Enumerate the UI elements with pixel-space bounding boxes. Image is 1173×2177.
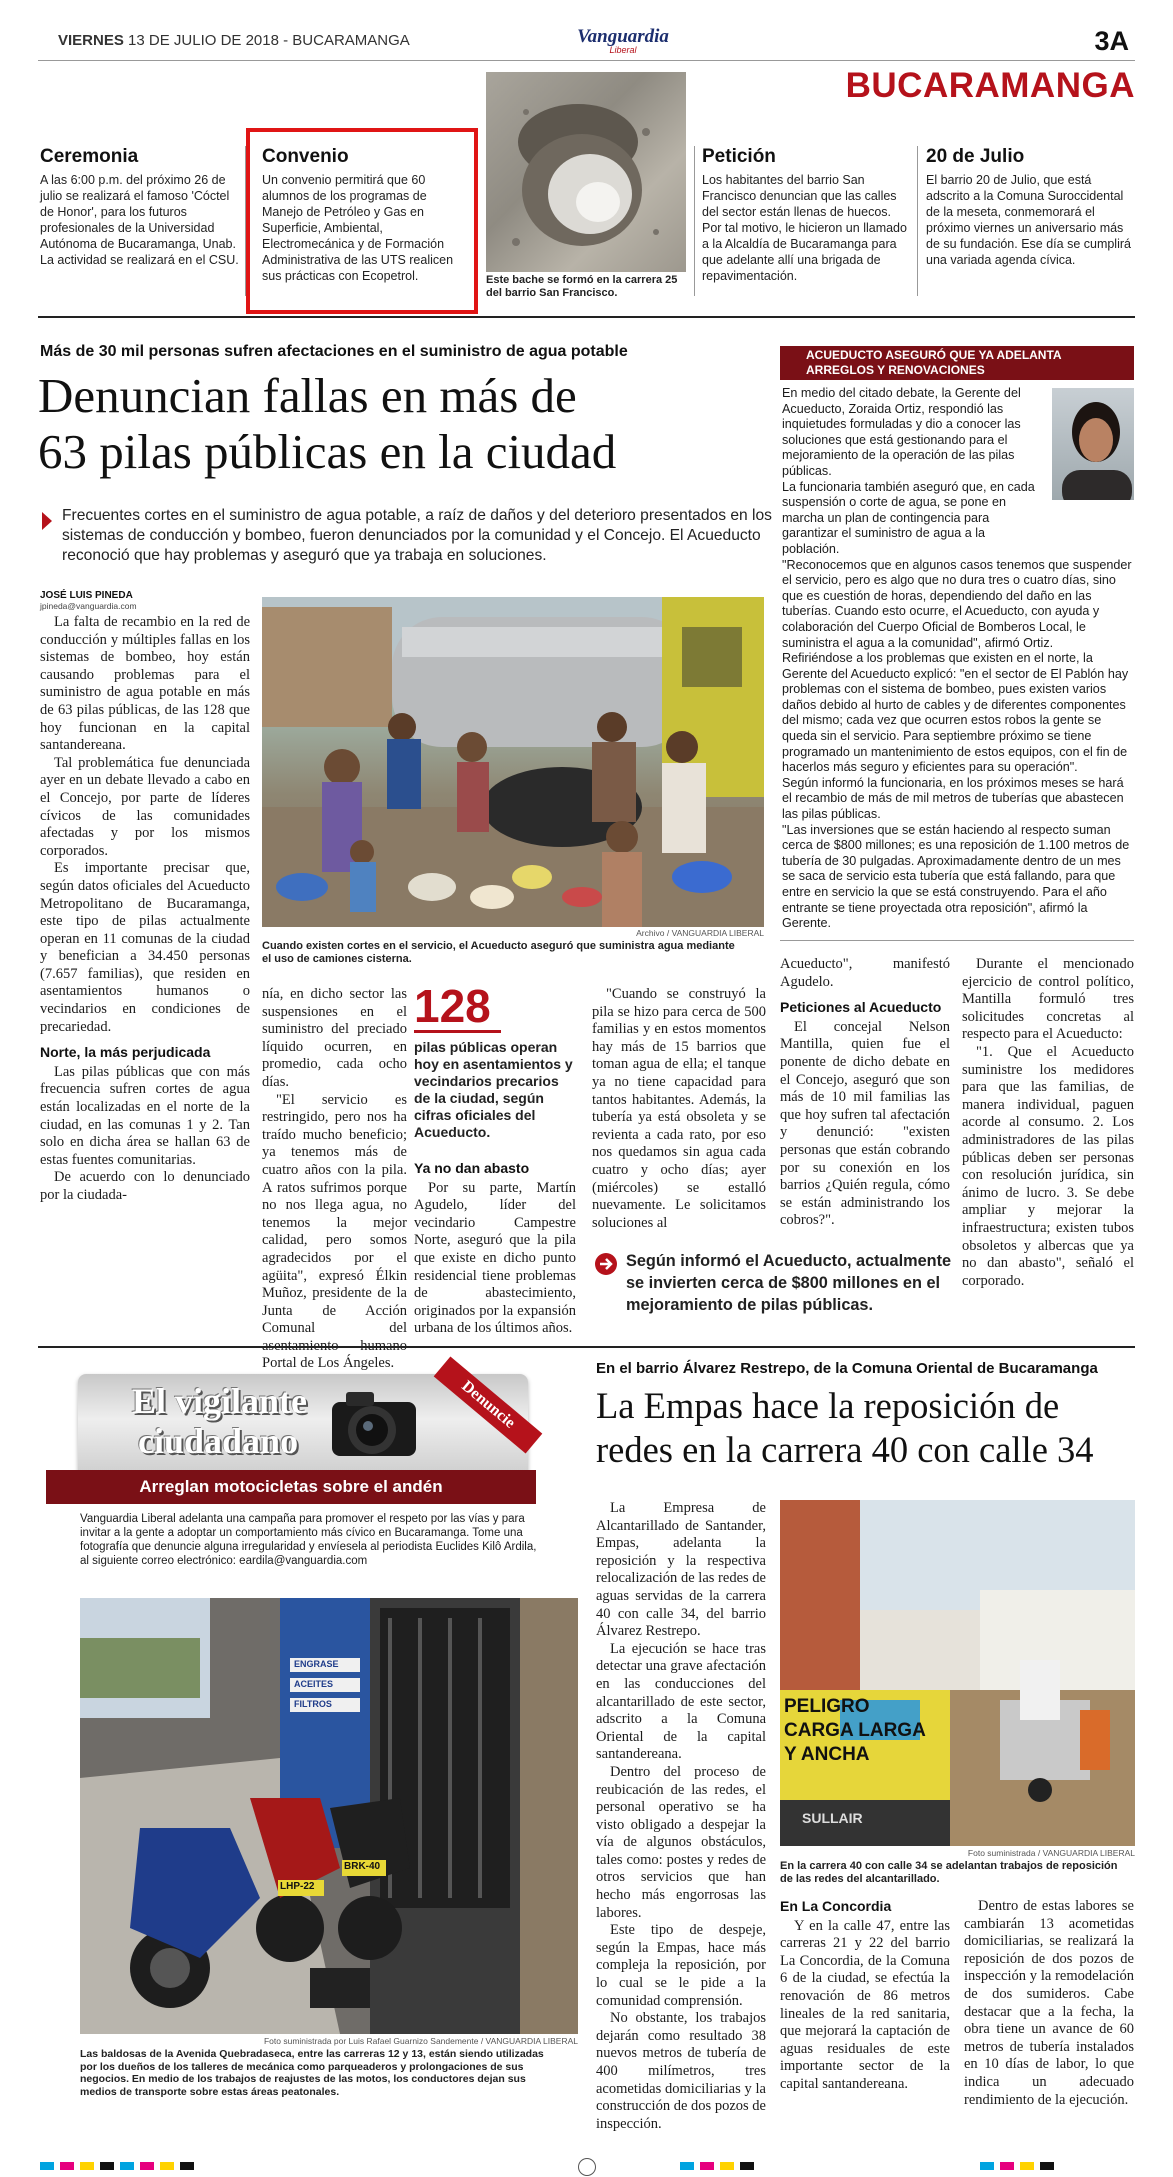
paragraph: Por su parte, Martín Agudelo, líder del vecindario Campestre Norte, aseguró que la pila que existe en dicho punto residencial tiene problemas de abastecimiento, originados por la expansión urbana de los últimos años. <box>414 1179 576 1337</box>
main-headline <box>38 368 778 480</box>
main-headline-line-1: Denuncian fallas en más de <box>38 368 577 423</box>
brief-text: Los habitantes del barrio San Francisco denuncian que las calles del sector están llenas de huecos. Por tal motivo, le hicieron un llamado a la Alcaldía de Bucaramanga para que adelante allí una brigada de repavimentación. <box>702 173 907 283</box>
main-kicker: Más de 30 mil personas sufren afectaciones en el suministro de agua potable <box>40 343 628 360</box>
sidebar-title-bar <box>780 346 1134 380</box>
plate-label-1: LHP-22 <box>280 1881 315 1892</box>
sidebar-paragraph: Según informó la funcionaria, en los próximos meses se hará el recambio de más de mil metros de tuberías que abastecen las pilas públicas. <box>782 775 1124 822</box>
empas-works-photo <box>780 1500 1135 1846</box>
main-column-3 <box>414 1160 576 1338</box>
subhead-concordia: En La Concordia <box>780 1898 892 1914</box>
empas-works-illustration <box>780 1500 1135 1846</box>
vigilante-subtitle-bar <box>46 1470 536 1504</box>
main-lead: Frecuentes cortes en el suministro de agua potable, a raíz de daños y del deterioro presentados en los sistemas de conducción y bombeo, fueron denunciados por la comunidad y el Concejo. El Acueducto reconoció que hay problemas y aseguró que ya trabaja en soluciones. <box>62 507 772 564</box>
brief-text: Un convenio permitirá que 60 alumnos de los programas de Manejo de Petróleo y Gas en Superficie, Ambiental, Electromecánica y de Formación Administrativa de las UTS realicen sus prácticas con Ecopetrol. <box>262 173 454 283</box>
vigilante-title-line-1: El vigilante <box>132 1381 308 1421</box>
subhead-peticiones: Peticiones al Acueducto <box>780 999 942 1016</box>
paragraph: La Empresa de Alcantarillado de Santander, Empas, adelanta la reposición y la respectiva relocalización de las redes de aguas servidas de la carrera 40 con calle 34, del barrio Álvarez Restrepo. <box>596 1500 766 1640</box>
main-column-6 <box>962 956 1134 1290</box>
main-column-1 <box>40 614 250 1205</box>
camera-icon <box>326 1384 426 1464</box>
brief-title: Petición <box>702 146 776 167</box>
mid-page-rule <box>38 1346 1135 1348</box>
empas-column-2 <box>780 1898 950 2094</box>
paragraph: "1. Que el Acueducto suministre los medidores para que las familias, de manera individual, paguen acorde al consumo. 2. Los administradores de las pilas públicas deben ser personas con resolución jurídica, sin ánimo de lucro. 3. Se debe ampliar y mejorar la infraestructura; existen tubos obsoletos y albercas que ya no dan abasto", señaló el corporado. <box>962 1043 1134 1289</box>
paragraph: La falta de recambio en la red de conducción y múltiples fallas en los sistemas de bombeo, hoy están causando problemas para el suministro de agua potable en más de 63 pilas públicas, de las 128 que hoy funcionan en la capital santandereana. <box>40 614 250 754</box>
empas-headline <box>596 1384 1136 1472</box>
pothole-caption: Este bache se formó en la carrera 25 del barrio San Francisco. <box>486 274 678 299</box>
denuncie-label: Denuncie <box>458 1377 519 1432</box>
vigilante-caption: Las baldosas de la Avenida Quebradaseca, entre las carreras 12 y 13, están siendo utilizadas por los dueños de los talleres de mecánica como parqueaderos y prolongaciones de sus negocios. En medio de los trabajos de reajustes de las motos, los conductores dejan sus medios de transporte sobre estas áreas peatonales. <box>80 2048 544 2098</box>
paragraph: nía, en dicho sector las suspensiones en el suministro del preciado líquido ocurren, en promedio, cada ocho días. <box>262 986 407 1090</box>
header-date <box>58 32 410 49</box>
byline-name: JOSÉ LUIS PINEDA <box>40 590 133 601</box>
byline-email: jpineda@vanguardia.com <box>40 601 137 611</box>
brief-text: A las 6:00 p.m. del próximo 26 de julio se realizará el famoso 'Cóctel de Honor', para los futuros profesionales de la Universidad Autónoma de Bucaramanga, Unab. La actividad se realizará en el CSU. <box>40 173 239 267</box>
print-registration-bar-right <box>680 2162 1135 2172</box>
paragraph: Y en la calle 47, entre las carreras 21 y 22 del barrio La Concordia, de la Comuna 6 de la ciudad, se efectúa la renovación de 86 metros lineales de la red sanitaria, que mejorará la captación de aguas residuales de este importante sector de la capital santandereana. <box>780 1917 950 2092</box>
pothole-illustration <box>486 72 686 272</box>
vigilante-title-line-2: ciudadano <box>138 1421 299 1461</box>
brief-title: Ceremonia <box>40 146 139 167</box>
empas-headline-line-1: La Empas hace la reposición de <box>596 1385 1060 1426</box>
shop-sign-1: ENGRASE <box>294 1659 339 1669</box>
water-photo-caption: Cuando existen cortes en el servicio, el Acueducto aseguró que suministra agua mediante el uso de camiones cisterna. <box>262 940 735 965</box>
paragraph: La ejecución se hace tras detectar una grave afectación en las conducciones del alcantarillado de este sector, adscrito a la Comuna Oriental de la capital santandereana. <box>596 1640 766 1763</box>
paragraph: Dentro de estas labores se cambiarán 13 acometidas domiciliarias, se realizará la reposición de dos pozos de inspección y la remodelación de dos sumideros. Cabe destacar que a la fecha, la obra tiene un avance de 60 metros de tubería instalados en 10 días de labor, lo que indica un adecuado rendimiento de la ejecución. <box>964 1898 1134 2108</box>
sidebar-paragraph: "Las inversiones que se están haciendo al respecto suman cerca de $800 millones; es una reposición de 1.100 metros de tubería de 30 pulgadas. Aproximadamente dentro de un mes se saca de servicio esta tubería que está fallando, para que entre en servicio la que se está construyendo. Para el año entrante se tiene proyectada otra reposición", afirmó la Gerente. <box>782 822 1130 931</box>
page-header <box>38 28 1135 60</box>
paragraph: "El servicio es restringido, pero nos ha traído mucho beneficio; ya tenemos más de cuatro años con la pila. A ratos sufrimos porque no nos llega agua, no tenemos la mejor calidad, pero somos agradecidos por el agüita", expresó Élkin Muñoz, presidente de la Junta de Acción Comunal del Portal de Los Ángeles. <box>262 1091 407 1372</box>
paragraph: El concejal Nelson Mantilla, quien fue el ponente de dicho debate en el Concejo, aseguró que son más de 10 mil familias las que hoy sufren tal afectación y denunció: "existen personas que están cobrando por su conexión en los barrios ¿Quién regula, cómo se están administrando los cobros?". <box>780 1018 950 1229</box>
paragraph: Dentro del proceso de reubicación de las redes, el personal operativo se ha visto obligado a despejar la vía de algunos obstáculos, tales como: postes y redes de otros servicios que han hecho más engorrosas las labores. <box>596 1763 766 1921</box>
sidebar-title-line-1: ACUEDUCTO ASEGURÓ QUE YA ADELANTA <box>806 348 1062 362</box>
arrow-right-icon <box>594 1252 618 1276</box>
section-title: BUCARAMANGA <box>845 66 1135 105</box>
logo-sub: Liberal <box>609 45 637 55</box>
brief-title: Convenio <box>262 146 349 167</box>
main-column-2 <box>262 986 407 1373</box>
truck-sign-ancha: Y ANCHA <box>784 1744 870 1765</box>
header-rule <box>38 60 1135 61</box>
water-truck-illustration <box>262 597 764 927</box>
paragraph: Este tipo de despeje, según la Empas, hace más compleja la reposición, por lo cual se le pide a la comunidad comprensión. <box>596 1922 766 2009</box>
logo-main: Vanguardia <box>577 26 669 47</box>
pothole-photo <box>486 72 686 272</box>
water-truck-photo <box>262 597 764 927</box>
paragraph: De acuerdo con lo denunciado por la ciudada- <box>40 1169 250 1203</box>
truck-sign-carga: CARGA LARGA <box>784 1720 926 1741</box>
truck-sign-peligro: PELIGRO <box>784 1696 870 1717</box>
empas-photo-credit: Foto suministrada / VANGUARDIA LIBERAL <box>967 1848 1135 1858</box>
page-number: 3A <box>1094 26 1129 56</box>
subhead-norte: Norte, la más perjudicada <box>40 1044 211 1061</box>
sidebar-body <box>782 386 1134 932</box>
paragraph: Durante el mencionado ejercicio de control político, Mantilla formuló tres solicitudes concretas al respecto para el Acueducto: <box>962 956 1134 1043</box>
masthead-logo <box>553 28 693 55</box>
brief-divider <box>694 146 695 296</box>
paragraph: No obstante, los trabajos dejarán como resultado 38 nuevos metros de tubería de 400 milímetros, tres acometidas domiciliarias y la construcción de dos pozos de inspección. <box>596 2010 766 2132</box>
truck-sign-sullair: SULLAIR <box>802 1810 863 1826</box>
sidebar-paragraph: "Reconocemos que en algunos casos tenemos que suspender el servicio, pero es algo que no dura tres o cuatro días, sino que es cuestión de horas, dependiendo del daño en las tuberías. Cuando esto ocurre, el Acueducto, con ayuda y colaboración del Cuerpo Oficial de Bomberos Local, le suministra el agua a la comunidad", afirmó Ortiz. <box>782 557 1132 650</box>
header-day: VIERNES <box>58 32 124 49</box>
stat-text: pilas públicas operan hoy en asentamientos y vecindarios precarios de la ciudad, según cifras oficiales del Acueducto. <box>414 1039 573 1140</box>
brief-ceremonia <box>40 146 240 268</box>
subhead-abasto: Ya no dan abasto <box>414 1160 530 1176</box>
briefs-bottom-rule <box>38 316 1135 318</box>
brief-title: 20 de Julio <box>926 146 1025 167</box>
print-registration-bar-left <box>40 2162 560 2172</box>
brief-convenio <box>262 146 467 284</box>
registration-mark-icon <box>578 2158 596 2176</box>
stat-box <box>414 982 576 1141</box>
brief-20-julio <box>926 146 1131 268</box>
shop-sign-3: FILTROS <box>294 1699 332 1709</box>
vigilante-banner <box>78 1374 528 1474</box>
byline <box>40 590 250 611</box>
sidebar-paragraph: La funcionaria también aseguró que, en cada suspensión o corte de agua, se pone en marcha un plan de contingencia para garantizar el suministro de agua a la población. <box>782 479 1035 556</box>
paragraph: Acueducto", manifestó Agudelo. <box>780 956 950 990</box>
shop-sign-2: ACEITES <box>294 1679 334 1689</box>
sidebar-paragraph: Refiriéndose a los problemas que existen en el norte, la Gerente del Acueducto explicó: "en el sector de El Pablón hay problemas con el sistema de bombeo, pues existen varios daños debido al hurto de cables y de diferentes componentes del mismo; cada vez que ocurren estos robos la gente se queda sin el servicio. Para septiembre próximo se tiene programado un mantenimiento de estos equipos, con el fin de hacerlos más seguro y eficientes para su operación". <box>782 651 1129 775</box>
header-date-rest: 13 DE JULIO DE 2018 - BUCARAMANGA <box>128 32 410 49</box>
stat-number: 128 <box>414 982 501 1033</box>
empas-photo-caption: En la carrera 40 con calle 34 se adelantan trabajos de reposición de las redes del alcantarillado. <box>780 1860 1118 1885</box>
empas-kicker: En el barrio Álvarez Restrepo, de la Comuna Oriental de Bucaramanga <box>596 1360 1098 1377</box>
vigilante-photo-credit: Foto suministrada por Luis Rafael Guarnizo Sandemente / VANGUARDIA LIBERAL <box>263 2036 578 2046</box>
main-column-5 <box>780 956 950 1230</box>
brief-divider <box>917 146 918 296</box>
vigilante-intro: Vanguardia Liberal adelanta una campaña para promover el respeto por las vías y para invitar a la gente a adoptar un comportamiento más cívico en Bucaramanga. Tome una fotografía que denuncie alguna irregularidad y envíesela al periodista Euclides Kilô Ardila, al siguiente correo electrónico: eardila@vanguardia.com <box>80 1513 537 1567</box>
empas-column-3 <box>964 1898 1134 2109</box>
paragraph: Es importante precisar que, según datos oficiales del Acueducto Metropolitano de Bucaramanga, este tipo de pilas actualmente operan en 11 comunas de la ciudad y benefician a 34.450 personas (7.657 familias), que residen en asentamientos humanos o vecindarios en condiciones de precariedad. <box>40 860 250 1035</box>
paragraph: Las pilas públicas que con más frecuencia sufren cortes de agua están localizadas en el norte de la ciudad, en las comunas 1 y 2. Tan solo en dicha área se hallan 63 de estas fuentes comunitarias. <box>40 1063 250 1168</box>
water-photo-credit: Archivo / VANGUARDIA LIBERAL <box>636 928 764 938</box>
empas-column-1 <box>596 1500 766 2133</box>
sidebar-paragraph: En medio del citado debate, la Gerente del Acueducto, Zoraida Ortiz, respondió las inquietudes formuladas y dio a conocer las soluciones que está gestionando para el mejoramiento de la operación de las pilas públicas. <box>782 386 1021 478</box>
plate-label-2: BRK-40 <box>344 1861 381 1872</box>
sidebar-title-line-2: ARREGLOS Y RENOVACIONES <box>806 363 985 377</box>
motorcycles-photo <box>80 1598 578 2034</box>
sidebar-bottom-rule <box>780 940 1134 941</box>
paragraph: "Cuando se construyó la pila se hizo para cerca de 500 familias y en estos momentos hay más de 15 barrios que toman agua de ella; el tanque ya no tiene capacidad para tantos habitantes. Además, la tubería ya está obsoleta y se revienta a cada rato, por eso nos quedamos sin agua cada cuatro y ocho días; ayer (miércoles) se estalló nuevamente. Le solicitamos soluciones al <box>592 986 766 1231</box>
callout-text: Según informó el Acueducto, actualmente se invierten cerca de $800 millones en el mejoramiento de pilas públicas. <box>626 1252 952 1314</box>
brief-text: El barrio 20 de Julio, que está adscrito a la Comuna Suroccidental de la meseta, conmemorará el próximo viernes un aniversario más de su fundación. Ese día se cumplirá una variada agenda cívica. <box>926 173 1131 267</box>
lead-marker <box>42 512 52 530</box>
callout-box <box>592 1250 952 1316</box>
main-headline-line-2: 63 pilas públicas en la ciudad <box>38 424 617 479</box>
denuncie-ribbon <box>434 1356 543 1453</box>
vigilante-subtitle: Arreglan motocicletas sobre el andén <box>139 1477 443 1496</box>
paragraph: Tal problemática fue denunciada ayer en un debate llevado a cabo en el Concejo, por parte de líderes cívicos de las comunidades afectadas y por los mismos corporados. <box>40 754 250 859</box>
main-column-4 <box>592 986 766 1232</box>
brief-peticion <box>702 146 907 284</box>
empas-headline-line-2: redes en la carrera 40 con calle 34 <box>596 1429 1094 1470</box>
